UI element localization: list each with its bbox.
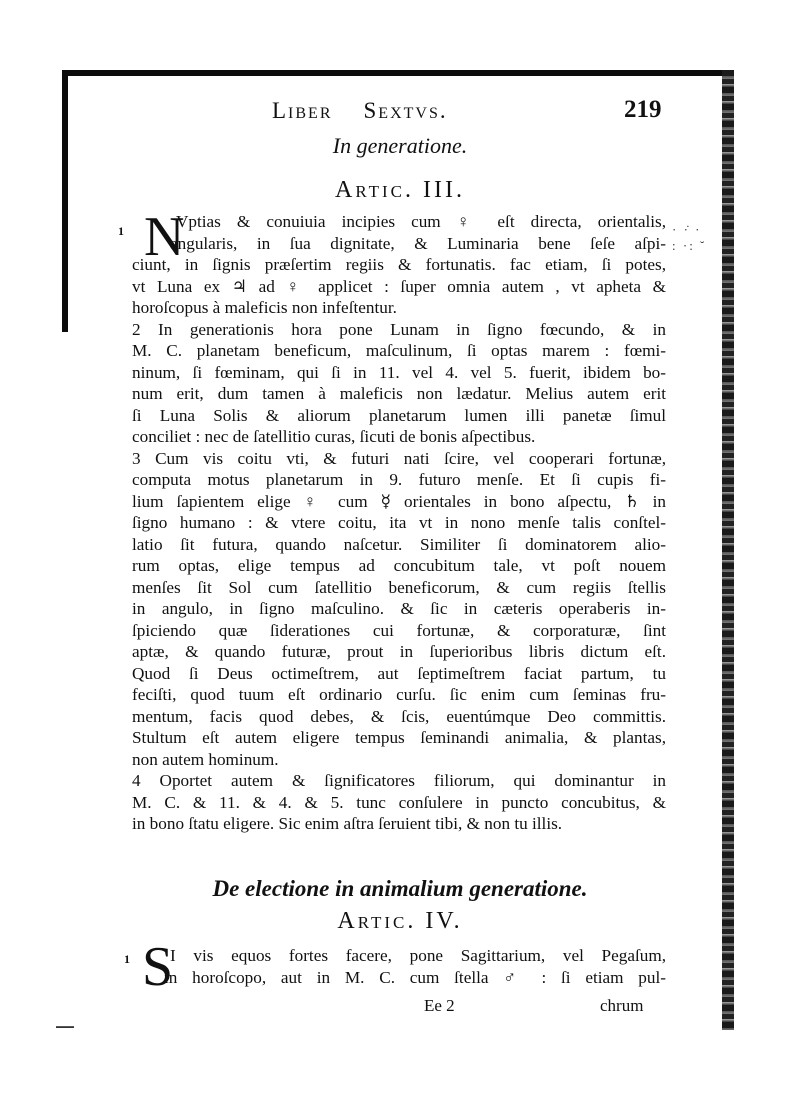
- text-line: Vptias & conuiuia incipies cum ♀ eſt directa, orientalis,: [176, 212, 666, 231]
- text-line: lium ſapientem elige ♀ cum ☿ orientales in bono aſpectu, ♄ in: [132, 491, 666, 511]
- text-line: 4 Oportet autem & ſignificatores filiorum, qui dominantur in: [132, 771, 666, 790]
- text-line: rum optas, elige tempus ad concubitum tale, vt poſt nouem: [132, 556, 666, 575]
- text-line: M. C. planetam beneficum, maſculinum, ſi optas marem : fœmi-: [132, 341, 666, 360]
- text-line: num erit, dum tamen à maleficis non lædatur. Melius autem erit: [132, 384, 666, 403]
- text-line: horoſcopus à maleficis non infeſtentur.: [132, 298, 397, 317]
- text-line: M. C. & 11. & 4. & 5. tunc conſulere in puncto concubitus, &: [132, 792, 666, 812]
- text-line: ciunt, in ſignis præſertim regiis & fortunatis. fac etiam, ſi potes,: [132, 255, 666, 274]
- text-line: latio ſit futura, quando naſcetur. Similiter ſi dominatorem alio-: [132, 534, 666, 554]
- running-title-book: Liber: [272, 98, 333, 123]
- text-line: aptæ, & quando futuræ, prout in ſuperioribus libris dictum eſt.: [132, 642, 666, 661]
- paragraph-marker: 1: [124, 952, 130, 966]
- running-title: [272, 98, 448, 124]
- text-line: in horoſcopo, aut in M. C. cum ſtella ♂ : ſi etiam pul-: [164, 968, 666, 987]
- text-line: Stultum eſt autem eligere tempus ſeminandi animalia, & plantas,: [132, 728, 666, 747]
- text-line: I vis equos fortes facere, pone Sagittarium, vel Pegaſum,: [170, 946, 666, 965]
- text-line: Quod ſi Deus octimeſtrem, aut ſeptimeſtrem faciat partum, tu: [132, 663, 666, 683]
- corner-ink-mark: ▬▬▬: [56, 1024, 74, 1030]
- text-line: ſi Luna Solis & aliorum planetarum lumen illi panetæ ſimul: [132, 405, 666, 425]
- signature-mark: Ee 2: [424, 996, 455, 1015]
- catchword: chrum: [600, 996, 644, 1015]
- article-label: Artic. IV.: [337, 908, 463, 934]
- drop-cap-n: N: [144, 206, 185, 268]
- section-title-generation: In generatione.: [332, 133, 468, 158]
- drop-cap-s: S: [142, 936, 174, 998]
- text-line: ninum, ſi fœminam, qui ſi in 11. vel 4. vel 5. fuerit, ibidem bo-: [132, 362, 666, 382]
- text-line: computa motus planetarum in 9. futuro menſe. Et ſi cupis fi-: [132, 470, 666, 489]
- running-title-number: Sextvs.: [363, 98, 448, 123]
- text-line: feciſti, quod tuum eſt ordinario curſu. ſic enim cum ſeminas fru-: [132, 685, 666, 704]
- article-heading-iii: [0, 177, 800, 204]
- text-line: angularis, in ſua dignitate, & Luminaria bene ſeſe aſpi-: [170, 233, 666, 253]
- margin-specks: · ·̇ · : ·: ˘: [672, 222, 707, 253]
- text-line: in bono ſtatu eligere. Sic enim aſtra ſeruient tibi, & non tu illis.: [132, 814, 563, 833]
- text-line: 3 Cum vis coitu vti, & futuri nati ſcire, vel cooperari fortunæ,: [132, 448, 666, 468]
- section-title-animal-generation: De electione in animalium generatione.: [212, 876, 588, 901]
- text-line: 2 In generationis hora pone Lunam in ſigno fœcundo, & in: [132, 319, 666, 339]
- text-line: menſes ſit Sol cum ſatellitio beneficorum, & cum regiis ſtellis: [132, 577, 666, 597]
- text-line: mentum, facis quod debes, & ſcis, euentúmque Deo committis.: [132, 706, 666, 726]
- text-line: conciliet : nec de ſatellitio curas, ſicuti de bonis aſpectibus.: [132, 427, 536, 446]
- text-line: in angulo, in ſigno maſculino. & ſic in cæteris operaberis in-: [132, 599, 666, 618]
- page-border-top: [62, 70, 730, 76]
- paragraph-marker: 1: [118, 224, 124, 238]
- text-line: ſpiciendo quæ ſiderationes cui fortunæ, & corporaturæ, ſint: [132, 620, 666, 640]
- text-line: vt Luna ex ♃ ad ♀ applicet : ſuper omnia autem , vt apheta &: [132, 276, 666, 296]
- text-line: ſigno humano : & vtere coitu, ita vt in nono menſe talis conſtel-: [132, 513, 666, 532]
- article-label: Artic. III.: [334, 177, 465, 203]
- page-number: 219: [624, 96, 662, 123]
- article-heading-iv: [0, 908, 800, 935]
- text-line: non autem hominum.: [132, 749, 279, 769]
